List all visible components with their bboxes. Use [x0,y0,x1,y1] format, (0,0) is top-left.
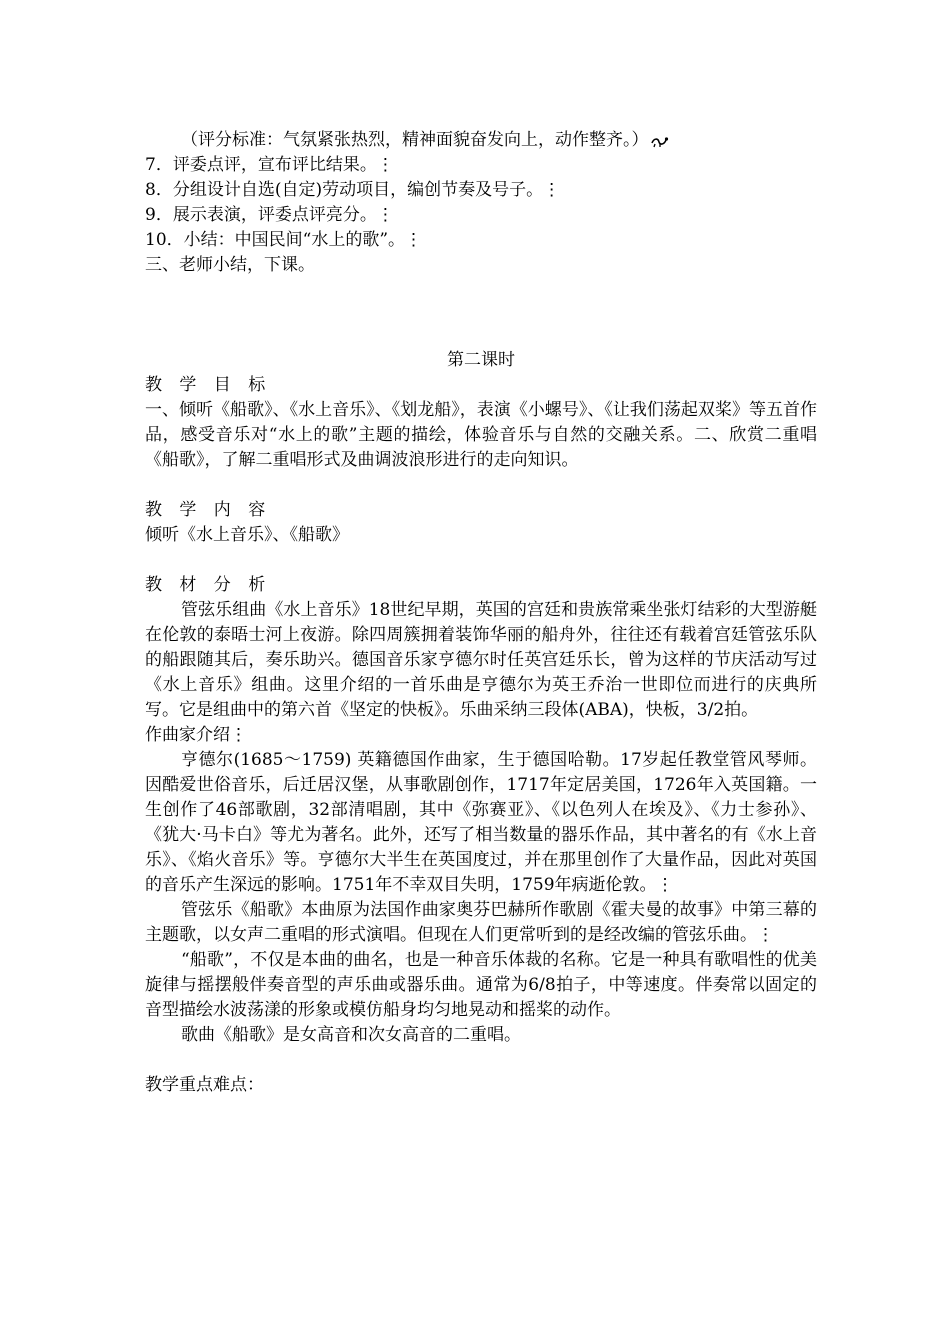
list-item: 8．分组设计自选(自定)劳动项目，编创节奏及号子。⋮ [145,180,561,200]
content-heading: 教 学 内 容 [145,500,272,520]
goals-heading: 教 学 目 标 [145,375,272,395]
ornament-icon [651,134,669,148]
analysis-paragraph: 管弦乐组曲《水上音乐》18世纪早期，英国的宫廷和贵族常乘坐张灯结彩的大型游艇在伦敦的泰晤士河上夜游。除四周簇拥着装饰华丽的船舟外，往往还有载着宫廷管弦乐队的船跟随其后，奏乐助兴。德国音乐家亨德尔时任英宫廷乐长，曾为这样的节庆活动写过《水上音乐》组曲。这里介绍的一首乐曲是亨德尔为英王乔治一世即位而进行的庆典所写。它是组曲中的第六首《坚定的快板》。乐曲采纳三段体(ABA)，快板，3/2拍。 [145,600,817,720]
composer-heading: 作曲家介绍⋮ [145,725,247,745]
list-item: 三、老师小结，下课。 [145,255,315,275]
lesson-title: 第二课时 [447,350,515,370]
scoring-standard-text: （评分标准：气氛紧张热烈，精神面貌奋发向上，动作整齐。） [181,130,649,150]
list-item: 7．评委点评，宣布评比结果。⋮ [145,155,394,175]
list-item: 10．小结：中国民间“水上的歌”。⋮ [145,230,423,250]
composer-paragraph: 亨德尔(1685～1759) 英籍德国作曲家，生于德国哈勒。17岁起任教堂管风琴师。因酷爱世俗音乐，后迁居汉堡，从事歌剧创作，1717年定居美国，1726年入英国籍。一生创作了46部歌剧，32部清唱剧，其中《弥赛亚》、《以色列人在埃及》、《力士参孙》、《犹大·马卡白》等尤为著名。此外，还写了相当数量的器乐作品，其中著名的有《水上音乐》、《焰火音乐》等。亨德尔大半生在英国度过，并在那里创作了大量作品，因此对英国的音乐产生深远的影响。1751年不幸双目失明，1759年病逝伦敦。⋮ [145,750,817,895]
composer-paragraph: “船歌”，不仅是本曲的曲名，也是一种音乐体裁的名称。它是一种具有歌唱性的优美旋律与摇摆般伴奏音型的声乐曲或器乐曲。通常为6/8拍子，中等速度。伴奏常以固定的音型描绘水波荡漾的形象或模仿船身均匀地晃动和摇桨的动作。 [145,950,817,1020]
key-points-heading: 教学重点难点： [145,1075,264,1095]
list-item: 9．展示表演，评委点评亮分。⋮ [145,205,394,225]
content-text: 倾听《水上音乐》、《船歌》 [145,525,349,545]
scoring-standard [145,128,817,153]
composer-paragraph: 歌曲《船歌》是女高音和次女高音的二重唱。 [181,1025,521,1045]
document-body [145,128,817,1098]
analysis-heading: 教 材 分 析 [145,575,272,595]
goals-text: 一、倾听《船歌》、《水上音乐》、《划龙船》，表演《小螺号》、《让我们荡起双桨》等五首作品，感受音乐对“水上的歌”主题的描绘，体验音乐与自然的交融关系。二、欣赏二重唱《船歌》，了解二重唱形式及曲调波浪形进行的走向知识。 [145,400,817,470]
composer-paragraph: 管弦乐《船歌》本曲原为法国作曲家奥芬巴赫所作歌剧《霍夫曼的故事》中第三幕的主题歌，以女声二重唱的形式演唱。但现在人们更常听到的是经改编的管弦乐曲。⋮ [145,900,817,945]
